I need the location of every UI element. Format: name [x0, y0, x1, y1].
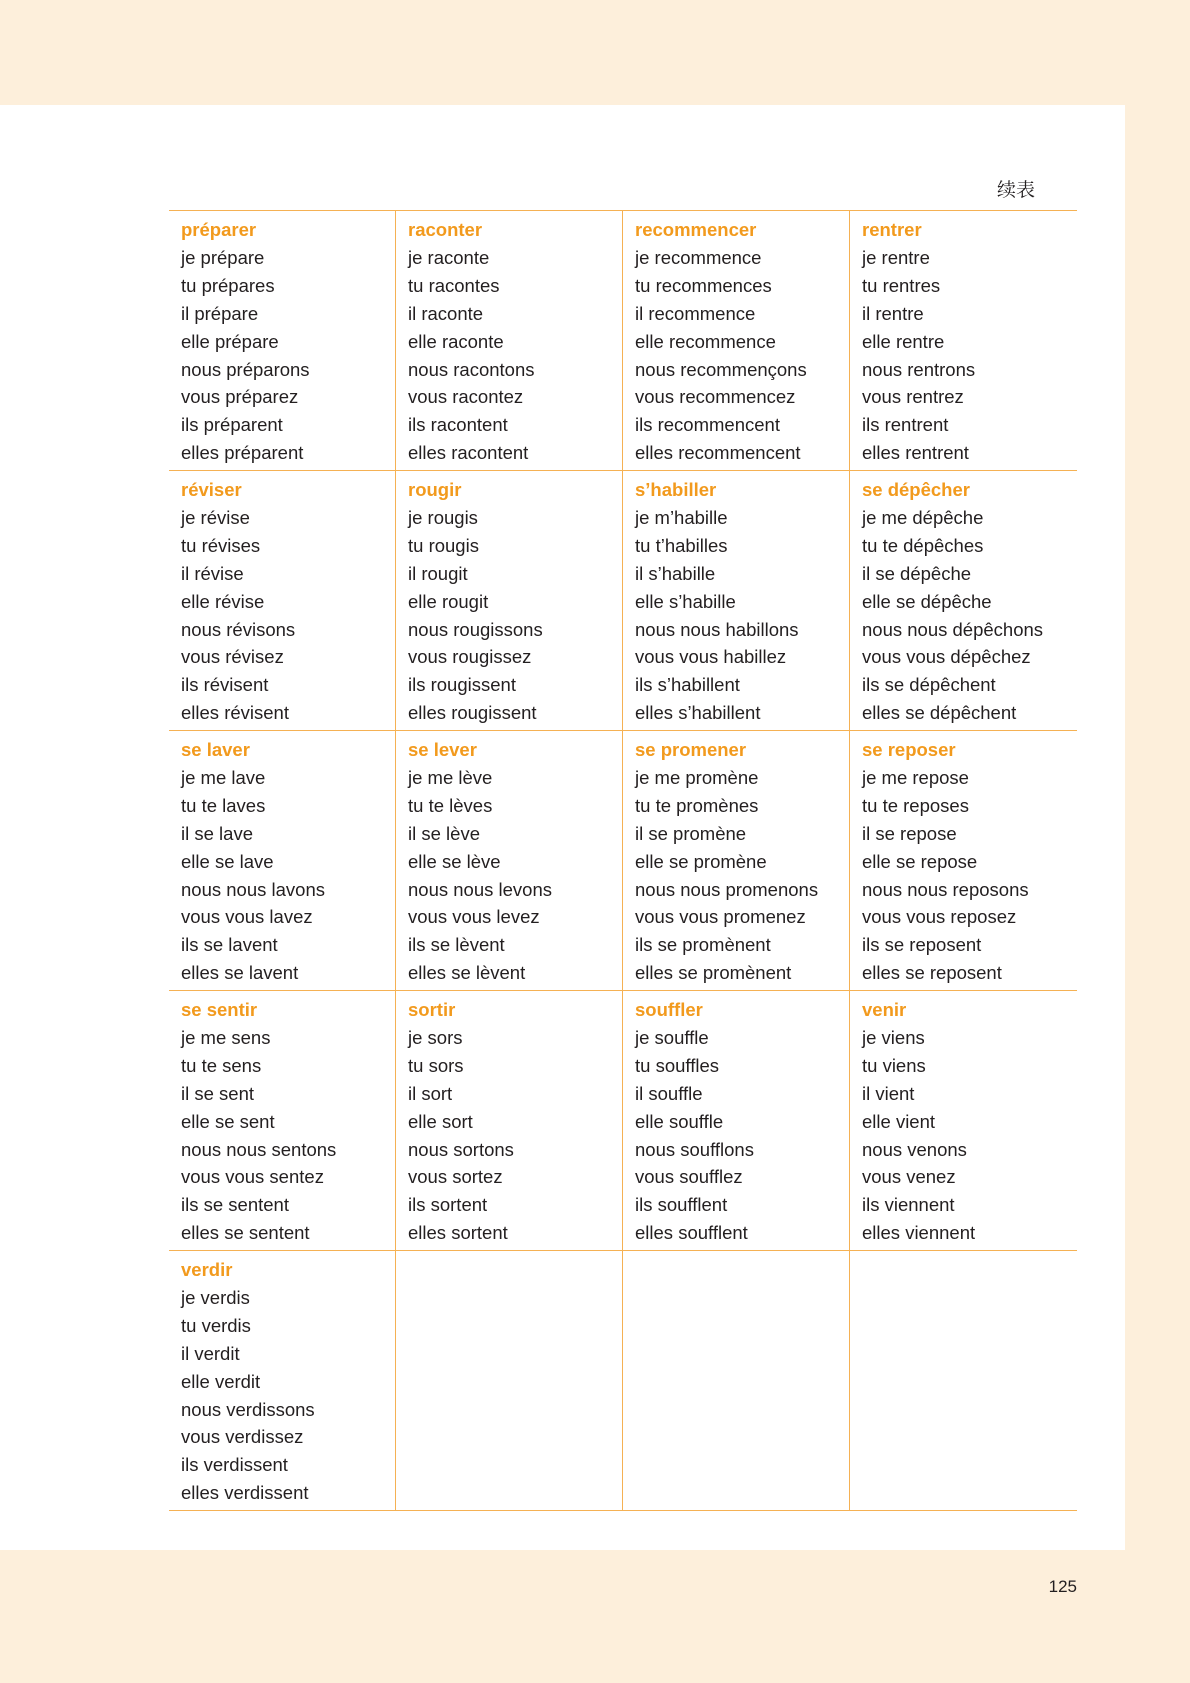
form-nous: nous préparons [181, 358, 310, 380]
form-il: il se dépêche [862, 562, 972, 584]
form-tu: tu rougis [408, 534, 479, 556]
form-tu: tu souffles [635, 1054, 719, 1076]
form-vous: vous verdissez [181, 1426, 304, 1448]
form-je: je me lève [408, 766, 493, 788]
verb-cell-rentrer [850, 211, 1077, 471]
form-tu: tu te reposes [862, 794, 969, 816]
verb-cell-raconter [396, 211, 623, 471]
form-nous: nous nous lavons [181, 878, 325, 900]
form-je: je sors [408, 1026, 463, 1048]
form-vous: vous préparez [181, 386, 299, 408]
verb-cell-se-sentir [169, 991, 396, 1251]
verb-infinitive: se lever [408, 739, 477, 760]
form-tu: tu recommences [635, 274, 772, 296]
form-nous: nous venons [862, 1138, 967, 1160]
form-vous: vous racontez [408, 386, 524, 408]
form-tu: tu sors [408, 1054, 464, 1076]
form-il: il sort [408, 1082, 453, 1104]
form-elle: elle prépare [181, 330, 279, 352]
form-il: il s’habille [635, 562, 716, 584]
form-tu: tu t’habilles [635, 534, 728, 556]
form-je: je me sens [181, 1026, 271, 1048]
form-il: il se lave [181, 822, 253, 844]
form-ils: ils se reposent [862, 934, 982, 956]
verb-infinitive: préparer [181, 219, 257, 240]
form-elle: elle recommence [635, 330, 776, 352]
verb-infinitive: recommencer [635, 219, 757, 240]
form-nous: nous nous levons [408, 878, 552, 900]
empty-cell [396, 1251, 623, 1511]
form-elles: elles révisent [181, 702, 289, 724]
form-elles: elles rougissent [408, 702, 537, 724]
form-ils: ils se lavent [181, 934, 278, 956]
form-il: il rougit [408, 562, 468, 584]
verb-infinitive: rentrer [862, 219, 922, 240]
verb-infinitive: verdir [181, 1259, 233, 1280]
form-nous: nous sortons [408, 1138, 514, 1160]
form-ils: ils verdissent [181, 1454, 288, 1476]
form-nous: nous nous promenons [635, 878, 819, 900]
form-ils: ils se promènent [635, 934, 771, 956]
form-je: je me dépêche [862, 506, 984, 528]
form-nous: nous verdissons [181, 1398, 315, 1420]
form-vous: vous venez [862, 1166, 956, 1188]
form-je: je raconte [408, 246, 490, 268]
form-elles: elles soufflent [635, 1222, 748, 1244]
form-tu: tu te promènes [635, 794, 759, 816]
form-je: je révise [181, 506, 250, 528]
form-il: il se sent [181, 1082, 255, 1104]
form-elle: elle vient [862, 1110, 936, 1132]
verb-cell-s-habiller [623, 471, 850, 731]
verb-cell-se-depecher [850, 471, 1077, 731]
form-elles: elles viennent [862, 1222, 976, 1244]
empty-cell [850, 1251, 1077, 1511]
verb-cell-se-lever [396, 731, 623, 991]
form-elles: elles recommencent [635, 442, 801, 464]
form-tu: tu te laves [181, 794, 266, 816]
verb-infinitive: s’habiller [635, 479, 717, 500]
form-vous: vous sortez [408, 1166, 503, 1188]
verb-cell-se-promener [623, 731, 850, 991]
verb-cell-sortir [396, 991, 623, 1251]
verb-infinitive: raconter [408, 219, 483, 240]
form-elles: elles se lavent [181, 962, 299, 984]
form-ils: ils se dépêchent [862, 674, 996, 696]
form-nous: nous rougissons [408, 618, 543, 640]
form-je: je viens [862, 1026, 925, 1048]
form-tu: tu racontes [408, 274, 500, 296]
form-ils: ils préparent [181, 414, 283, 436]
verb-infinitive: se dépêcher [862, 479, 970, 500]
form-il: il prépare [181, 302, 259, 324]
form-tu: tu verdis [181, 1314, 251, 1336]
form-elle: elle s’habille [635, 590, 736, 612]
form-vous: vous vous levez [408, 906, 540, 928]
form-elle: elle rentre [862, 330, 945, 352]
verb-infinitive: souffler [635, 999, 703, 1020]
empty-cell [623, 1251, 850, 1511]
form-tu: tu te lèves [408, 794, 493, 816]
conjugation-table [169, 210, 1077, 1511]
form-elles: elles se dépêchent [862, 702, 1017, 724]
verb-infinitive: venir [862, 999, 907, 1020]
verb-cell-souffler [623, 991, 850, 1251]
form-tu: tu rentres [862, 274, 941, 296]
verb-infinitive: se sentir [181, 999, 258, 1020]
form-ils: ils recommencent [635, 414, 780, 436]
form-ils: ils rougissent [408, 674, 516, 696]
form-je: je rougis [408, 506, 478, 528]
form-il: il verdit [181, 1342, 240, 1364]
form-je: je me promène [635, 766, 759, 788]
verb-infinitive: se promener [635, 739, 747, 760]
form-elle: elle se lave [181, 850, 274, 872]
verb-cell-rougir [396, 471, 623, 731]
form-elles: elles sortent [408, 1222, 508, 1244]
form-vous: vous vous reposez [862, 906, 1017, 928]
form-il: il vient [862, 1082, 915, 1104]
verb-cell-se-reposer [850, 731, 1077, 991]
form-nous: nous nous sentons [181, 1138, 337, 1160]
form-je: je me repose [862, 766, 969, 788]
verb-infinitive: réviser [181, 479, 242, 500]
form-elle: elle se lève [408, 850, 501, 872]
form-elles: elles se sentent [181, 1222, 310, 1244]
form-vous: vous rougissez [408, 646, 532, 668]
form-il: il raconte [408, 302, 484, 324]
form-nous: nous soufflons [635, 1138, 754, 1160]
form-nous: nous nous habillons [635, 618, 799, 640]
form-elle: elle verdit [181, 1370, 261, 1392]
form-nous: nous révisons [181, 618, 296, 640]
form-ils: ils sortent [408, 1194, 488, 1216]
form-elles: elles se reposent [862, 962, 1002, 984]
form-elles: elles racontent [408, 442, 529, 464]
form-ils: ils soufflent [635, 1194, 728, 1216]
verb-infinitive: rougir [408, 479, 462, 500]
form-elles: elles verdissent [181, 1482, 309, 1504]
form-tu: tu te sens [181, 1054, 262, 1076]
form-tu: tu viens [862, 1054, 926, 1076]
form-il: il se lève [408, 822, 480, 844]
form-ils: ils se lèvent [408, 934, 505, 956]
form-vous: vous vous promenez [635, 906, 806, 928]
form-ils: ils se sentent [181, 1194, 289, 1216]
verb-cell-venir [850, 991, 1077, 1251]
verb-cell-preparer [169, 211, 396, 471]
form-je: je verdis [181, 1286, 250, 1308]
form-elles: elles préparent [181, 442, 304, 464]
form-je: je m’habille [635, 506, 728, 528]
form-nous: nous rentrons [862, 358, 976, 380]
form-ils: ils s’habillent [635, 674, 740, 696]
form-je: je recommence [635, 246, 762, 268]
form-elle: elle raconte [408, 330, 504, 352]
form-vous: vous révisez [181, 646, 284, 668]
verb-cell-se-laver [169, 731, 396, 991]
continued-label: 续表 [996, 179, 1035, 201]
verb-infinitive: se reposer [862, 739, 956, 760]
form-je: je rentre [862, 246, 930, 268]
form-elle: elle révise [181, 590, 265, 612]
form-elle: elle se promène [635, 850, 767, 872]
form-vous: vous vous habillez [635, 646, 787, 668]
form-elles: elles rentrent [862, 442, 969, 464]
verb-infinitive: sortir [408, 999, 456, 1020]
form-nous: nous nous dépêchons [862, 618, 1044, 640]
form-vous: vous vous sentez [181, 1166, 324, 1188]
form-je: je souffle [635, 1026, 709, 1048]
form-elle: elle se dépêche [862, 590, 992, 612]
form-il: il se repose [862, 822, 957, 844]
form-il: il rentre [862, 302, 924, 324]
form-tu: tu te dépêches [862, 534, 984, 556]
form-elle: elle se sent [181, 1110, 275, 1132]
form-il: il souffle [635, 1082, 703, 1104]
form-elles: elles s’habillent [635, 702, 761, 724]
form-je: je me lave [181, 766, 266, 788]
form-il: il se promène [635, 822, 747, 844]
form-elle: elle se repose [862, 850, 978, 872]
form-elle: elle rougit [408, 590, 489, 612]
verb-cell-recommencer [623, 211, 850, 471]
form-elle: elle sort [408, 1110, 473, 1132]
form-nous: nous nous reposons [862, 878, 1029, 900]
form-vous: vous rentrez [862, 386, 964, 408]
form-je: je prépare [181, 246, 265, 268]
form-tu: tu prépares [181, 274, 275, 296]
form-ils: ils révisent [181, 674, 269, 696]
page-number: 125 [1048, 1577, 1077, 1596]
form-vous: vous recommencez [635, 386, 796, 408]
form-vous: vous vous lavez [181, 906, 313, 928]
verb-infinitive: se laver [181, 739, 250, 760]
form-ils: ils viennent [862, 1194, 955, 1216]
verb-cell-verdir [169, 1251, 396, 1511]
form-vous: vous soufflez [635, 1166, 743, 1188]
form-vous: vous vous dépêchez [862, 646, 1031, 668]
form-il: il révise [181, 562, 244, 584]
form-elles: elles se promènent [635, 962, 792, 984]
form-il: il recommence [635, 302, 756, 324]
form-nous: nous racontons [408, 358, 535, 380]
form-ils: ils racontent [408, 414, 508, 436]
form-nous: nous recommençons [635, 358, 807, 380]
form-ils: ils rentrent [862, 414, 949, 436]
form-elles: elles se lèvent [408, 962, 526, 984]
verb-cell-reviser [169, 471, 396, 731]
form-elle: elle souffle [635, 1110, 724, 1132]
form-tu: tu révises [181, 534, 261, 556]
